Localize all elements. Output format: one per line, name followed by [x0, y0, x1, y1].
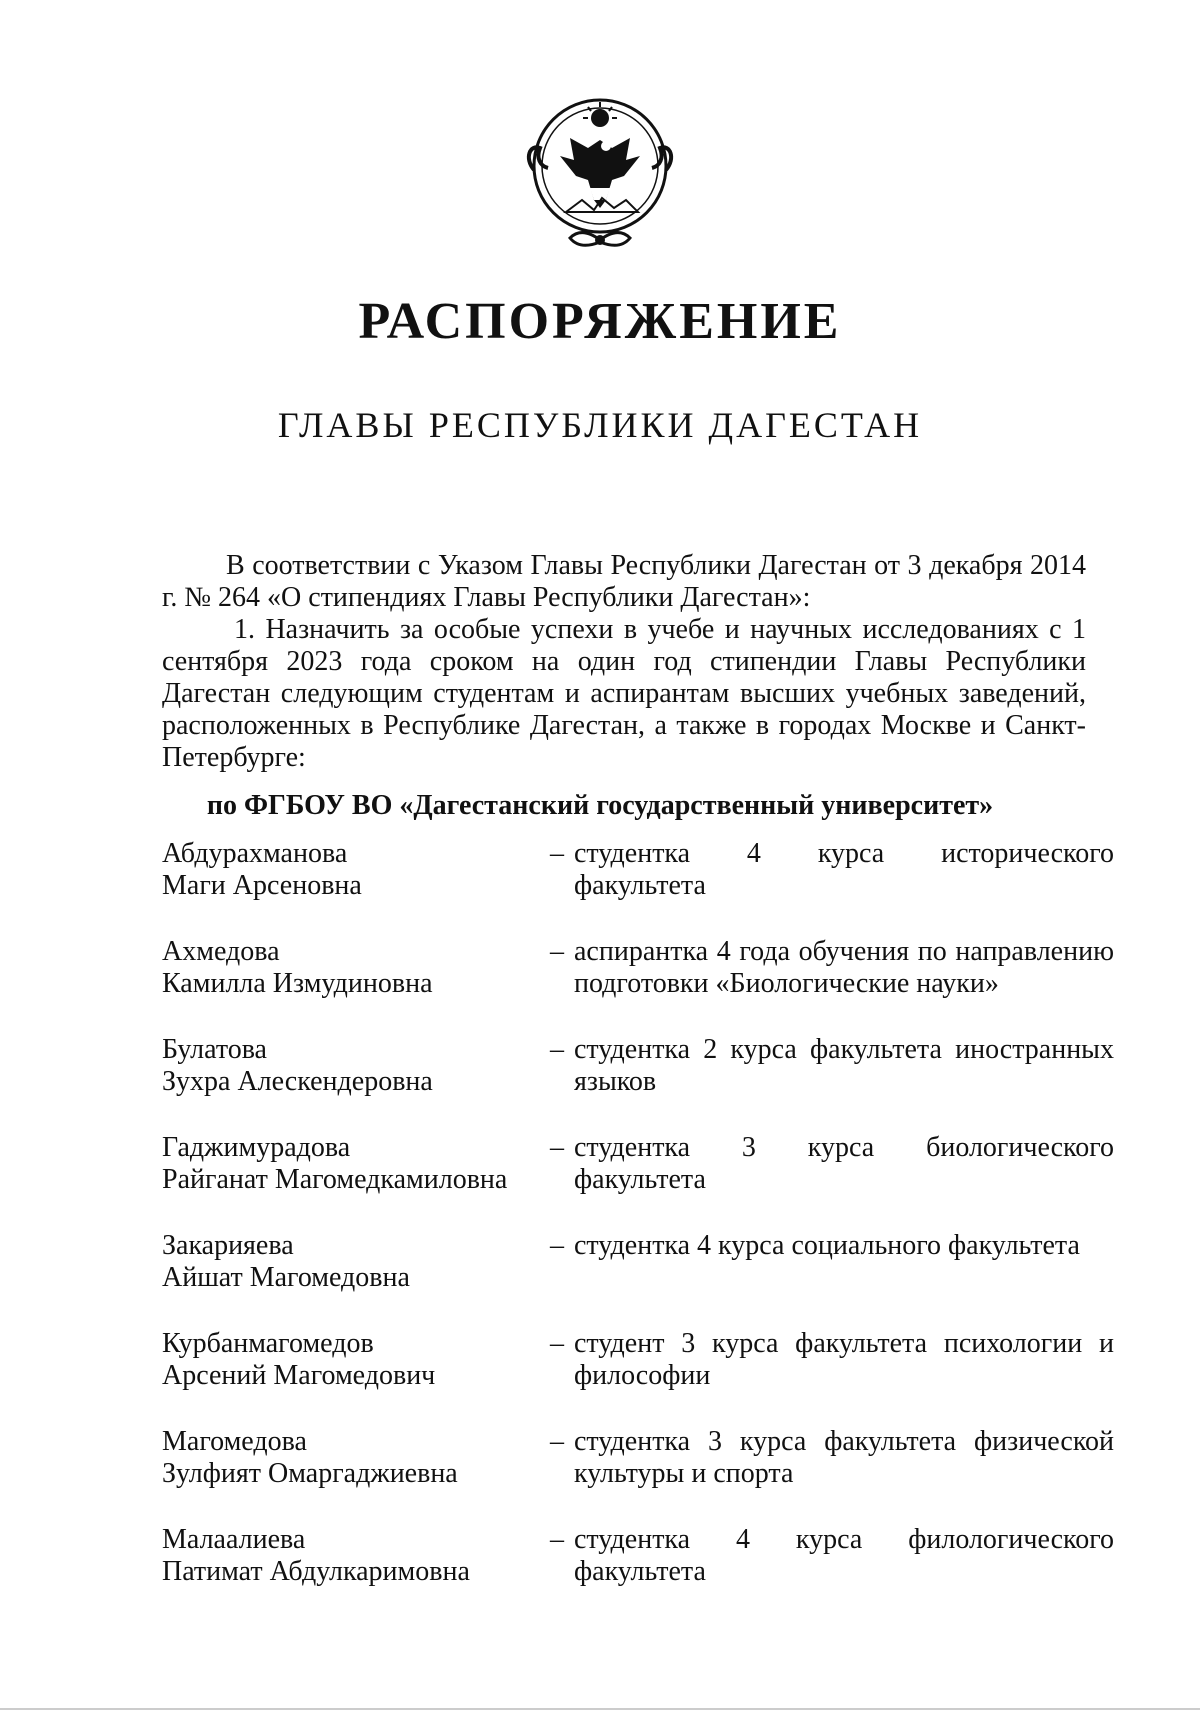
student-description-line: философии	[574, 1360, 711, 1391]
page-bottom-edge	[0, 1708, 1200, 1710]
student-description	[574, 1132, 1114, 1230]
student-description-line: факультета	[574, 1556, 706, 1587]
student-surname: Курбанмагомедов	[162, 1328, 374, 1359]
student-surname: Магомедова	[162, 1426, 307, 1457]
student-given-name: Зухра Алескендеровна	[162, 1066, 433, 1097]
student-description	[574, 1426, 1114, 1524]
document-subtitle: ГЛАВЫ РЕСПУБЛИКИ ДАГЕСТАН	[277, 405, 923, 445]
student-given-name: Айшат Магомедовна	[162, 1262, 410, 1293]
student-name	[162, 1132, 540, 1230]
student-description	[574, 1524, 1114, 1622]
students-list	[162, 838, 1122, 1622]
student-description-line: факультета	[574, 870, 706, 901]
student-description-line: подготовки «Биологические науки»	[574, 968, 999, 999]
student-surname: Гаджимурадова	[162, 1132, 351, 1163]
student-row	[162, 1524, 1122, 1622]
student-row	[162, 1230, 1122, 1328]
dash-separator: –	[550, 1426, 564, 1457]
student-description	[574, 1034, 1114, 1132]
student-description	[574, 936, 1114, 1034]
preamble-item-1: 1. Назначить за особые успехи в учебе и научных исследованиях с 1 сентября 2023 года сроком на один год стипендии Главы Республики Дагестан следующим студентам и аспирантам высших учебных заведений, расположенных в Республике Дагестан, а также в городах Москве и Санкт-Петербурге:	[162, 614, 1086, 773]
student-name	[162, 1034, 540, 1132]
student-description	[574, 838, 1114, 936]
student-name	[162, 1230, 540, 1328]
student-description-line: студентка 4 курса филологического	[574, 1524, 1114, 1555]
student-description-line: языков	[574, 1066, 657, 1097]
dash-separator: –	[550, 838, 564, 869]
student-row	[162, 1328, 1122, 1426]
student-given-name: Патимат Абдулкаримовна	[162, 1556, 470, 1587]
student-given-name: Камилла Измудиновна	[162, 968, 433, 999]
student-description-line: культуры и спорта	[574, 1458, 794, 1489]
student-description-line: студентка 3 курса факультета физической	[574, 1426, 1114, 1457]
student-name	[162, 1426, 540, 1524]
student-row	[162, 1426, 1122, 1524]
student-given-name: Зулфият Омаргаджиевна	[162, 1458, 458, 1489]
student-given-name: Маги Арсеновна	[162, 870, 362, 901]
student-description	[574, 1230, 1114, 1328]
student-description-line: студентка 2 курса факультета иностранных	[574, 1034, 1114, 1065]
coat-of-arms-emblem	[510, 88, 690, 268]
student-name	[162, 1524, 540, 1622]
student-row	[162, 1132, 1122, 1230]
student-description-line: студентка 4 курса социального факультета	[574, 1230, 1080, 1261]
student-description	[574, 1328, 1114, 1426]
dash-separator: –	[550, 1328, 564, 1359]
student-row	[162, 936, 1122, 1034]
student-given-name: Арсений Магомедович	[162, 1360, 436, 1391]
preamble	[162, 550, 1086, 774]
student-surname: Закарияева	[162, 1230, 294, 1261]
organization-heading: по ФГБОУ ВО «Дагестанский государственный университет»	[206, 790, 994, 821]
student-description-line: студентка 3 курса биологического	[574, 1132, 1114, 1163]
dash-separator: –	[550, 1230, 564, 1261]
dash-separator: –	[550, 1034, 564, 1065]
dash-separator: –	[550, 936, 564, 967]
student-description-line: студентка 4 курса исторического	[574, 838, 1114, 869]
preamble-paragraph: В соответствии с Указом Главы Республики Дагестан от 3 декабря 2014 г. № 264 «О стипендиях Главы Республики Дагестан»:	[162, 550, 1086, 613]
student-description-line: аспирантка 4 года обучения по направлению	[574, 936, 1114, 967]
student-surname: Абдурахманова	[162, 838, 348, 869]
student-name	[162, 838, 540, 936]
student-description-line: факультета	[574, 1164, 706, 1195]
document-title: РАСПОРЯЖЕНИЕ	[358, 293, 842, 350]
student-surname: Ахмедова	[162, 936, 280, 967]
dash-separator: –	[550, 1132, 564, 1163]
student-name	[162, 936, 540, 1034]
student-surname: Малаалиева	[162, 1524, 306, 1555]
dash-separator: –	[550, 1524, 564, 1555]
student-description-line: студент 3 курса факультета психологии и	[574, 1328, 1114, 1359]
student-surname: Булатова	[162, 1034, 267, 1065]
student-row	[162, 1034, 1122, 1132]
student-name	[162, 1328, 540, 1426]
student-given-name: Райганат Магомедкамиловна	[162, 1164, 508, 1195]
student-row	[162, 838, 1122, 936]
